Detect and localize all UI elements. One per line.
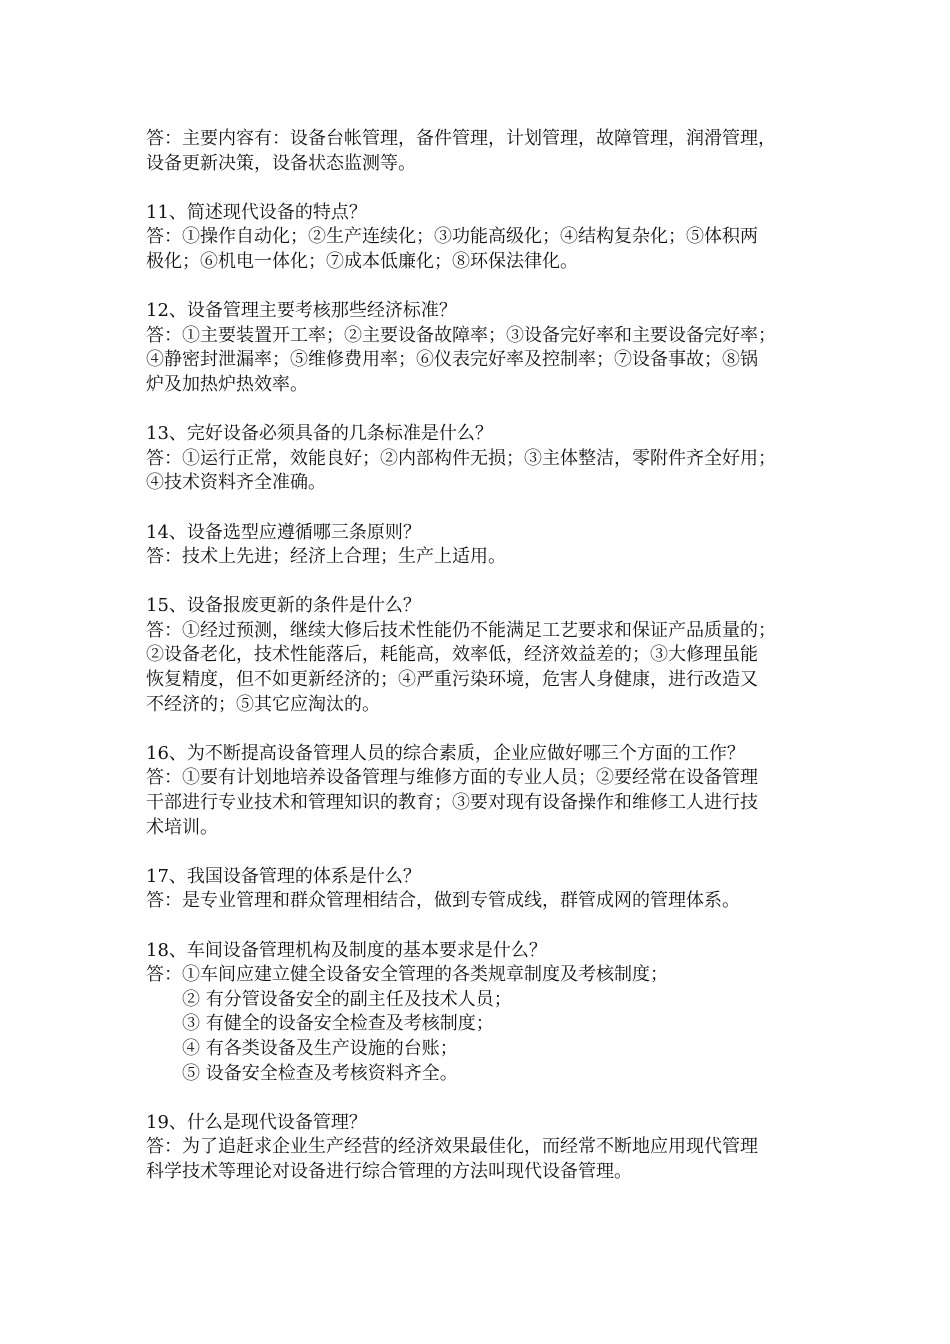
question-line: 12、设备管理主要考核那些经济标准？ (146, 300, 457, 322)
qa-block-11 (146, 201, 818, 275)
answer-line: ④静密封泄漏率；⑤维修费用率；⑥仪表完好率及控制率；⑦设备事故；⑧锅 (146, 349, 758, 371)
answer-line: 科学技术等理论对设备进行综合管理的方法叫现代设备管理。 (146, 1160, 632, 1182)
answer-line: 答：①要有计划地培养设备管理与维修方面的专业人员；②要经常在设备管理 (146, 767, 758, 789)
answer-line: 答：主要内容有：设备台帐管理，备件管理，计划管理，故障管理，润滑管理， (146, 128, 776, 149)
qa-block-13 (146, 422, 818, 496)
question-line: 15、设备报废更新的条件是什么？ (146, 595, 421, 617)
document-page (146, 127, 818, 1209)
qa-block-15 (146, 594, 818, 717)
question-line: 19、什么是现代设备管理？ (146, 1111, 367, 1133)
qa-block-18 (146, 939, 818, 1087)
answer-list-item: ③ 有健全的设备安全检查及考核制度； (182, 1013, 494, 1035)
answer-list-item: ② 有分管设备安全的副主任及技术人员； (182, 988, 512, 1010)
answer-line: ②设备老化，技术性能落后，耗能高，效率低，经济效益差的；③大修理虽能 (146, 644, 758, 666)
answer-line: 答：①操作自动化；②生产连续化；③功能高级化；④结构复杂化；⑤体积两 (146, 226, 758, 248)
answer-list-item: ④ 有各类设备及生产设施的台账； (182, 1037, 458, 1059)
answer-line: 答：为了追赶求企业生产经营的经济效果最佳化，而经常不断地应用现代管理 (146, 1136, 758, 1158)
answer-line: 恢复精度，但不如更新经济的；④严重污染环境，危害人身健康，进行改造又 (146, 669, 758, 691)
question-line: 13、完好设备必须具备的几条标准是什么？ (146, 423, 493, 445)
answer-line: 答：是专业管理和群众管理相结合，做到专管成线，群管成网的管理体系。 (146, 890, 740, 912)
qa-block-14 (146, 521, 818, 570)
answer-line: 不经济的；⑤其它应淘汰的。 (146, 693, 380, 715)
answer-line: 答：①车间应建立健全设备安全管理的各类规章制度及考核制度； (146, 964, 668, 986)
answer-line: 炉及加热炉热效率。 (146, 373, 308, 395)
answer-line: 答：①运行正常，效能良好；②内部构件无损；③主体整洁，零附件齐全好用； (146, 447, 776, 469)
answer-line: 术培训。 (146, 816, 218, 838)
answer-line: ④技术资料齐全准确。 (146, 472, 326, 494)
answer-line: 干部进行专业技术和管理知识的教育；③要对现有设备操作和维修工人进行技 (146, 792, 758, 814)
question-line: 18、车间设备管理机构及制度的基本要求是什么？ (146, 939, 547, 961)
answer-block-10 (146, 127, 818, 176)
answer-line: 答：①主要装置开工率；②主要设备故障率；③设备完好率和主要设备完好率； (146, 324, 776, 346)
qa-block-19 (146, 1111, 818, 1185)
qa-block-12 (146, 299, 818, 397)
question-line: 11、简述现代设备的特点？ (146, 201, 367, 223)
qa-block-17 (146, 865, 818, 914)
answer-list-item: ⑤ 设备安全检查及考核资料齐全。 (182, 1062, 458, 1084)
qa-block-16 (146, 742, 818, 840)
answer-line: 设备更新决策，设备状态监测等。 (146, 152, 416, 174)
question-line: 17、我国设备管理的体系是什么？ (146, 865, 421, 887)
question-line: 16、为不断提高设备管理人员的综合素质，企业应做好哪三个方面的工作？ (146, 742, 745, 764)
question-line: 14、设备选型应遵循哪三条原则？ (146, 521, 421, 543)
answer-line: 答：技术上先进；经济上合理；生产上适用。 (146, 546, 506, 568)
answer-line: 极化；⑥机电一体化；⑦成本低廉化；⑧环保法律化。 (146, 250, 578, 272)
answer-line: 答：①经过预测，继续大修后技术性能仍不能满足工艺要求和保证产品质量的； (146, 619, 776, 641)
